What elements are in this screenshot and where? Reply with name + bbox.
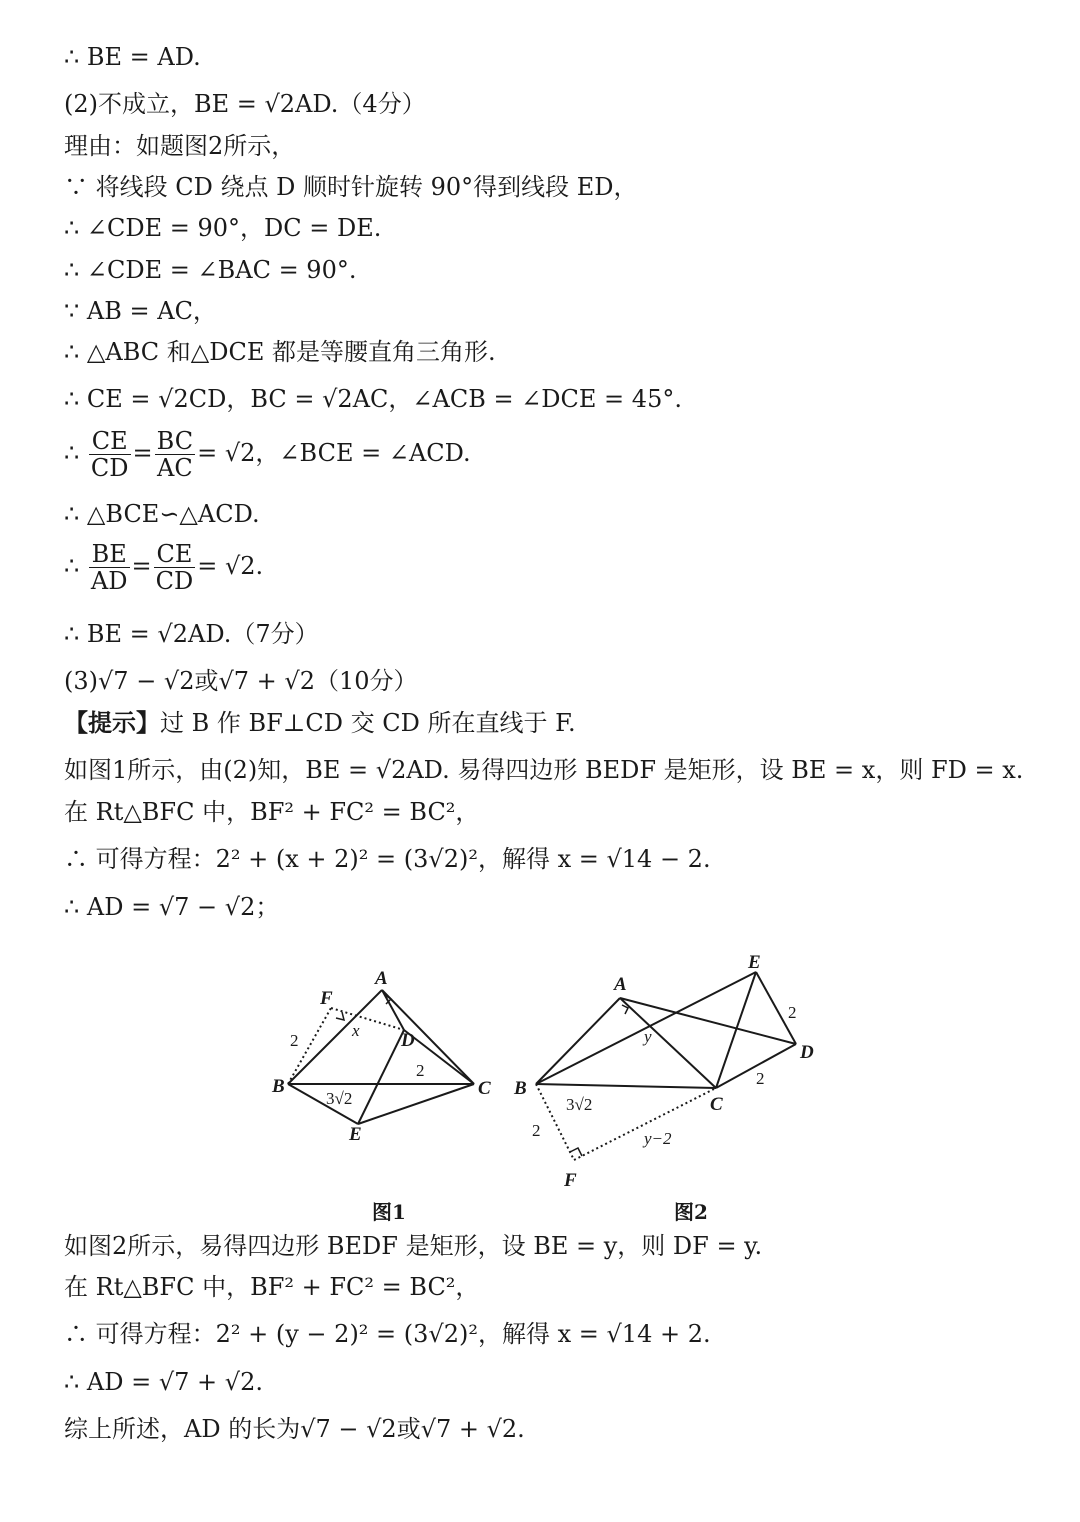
segment-fc	[574, 1088, 716, 1160]
text-line: ∴ ∠CDE = ∠BAC = 90°.	[64, 256, 357, 284]
right-angle-f	[570, 1148, 582, 1156]
seg-label-bc: 3√2	[326, 1089, 353, 1108]
segment-ba	[288, 990, 382, 1084]
text-line: (3)√7 − √2或√7 + √2（10分）	[64, 667, 418, 695]
denominator: CD	[155, 567, 194, 595]
text-line: ∴ CE = √2CD，BC = √2AC，∠ACB = ∠DCE = 45°.	[64, 385, 682, 413]
seg-label-bf: 2	[532, 1121, 541, 1140]
text-line: (2)不成立，BE = √2AD.（4分）	[64, 90, 426, 118]
text-line: ∵ AB = AC，	[64, 297, 217, 325]
label-a: A	[375, 968, 388, 989]
right-angle-a	[622, 1005, 628, 1014]
text-line: 如图1所示，由(2)知，BE = √2AD. 易得四边形 BEDF 是矩形，设 BE = x，则 FD = x.	[64, 756, 1024, 784]
seg-label-cd: 2	[756, 1069, 765, 1088]
label-f: F	[320, 988, 333, 1009]
denominator: AD	[90, 567, 128, 595]
therefore-symbol: ∴	[64, 552, 80, 580]
fraction	[89, 541, 130, 594]
fraction-suffix: = √2，∠BCE = ∠ACD.	[197, 439, 471, 467]
text-line: ∴ AD = √7 + √2.	[64, 1368, 263, 1396]
numerator: CE	[154, 541, 196, 568]
text-line: ∴ △BCE∽△ACD.	[64, 500, 260, 528]
label-d: D	[800, 1042, 814, 1063]
right-angle-f	[336, 1012, 344, 1020]
label-a: A	[614, 974, 627, 995]
equals-sign: =	[131, 552, 152, 580]
hint-line	[64, 708, 576, 738]
seg-label-fd: x	[352, 1021, 360, 1040]
hint-text: 过 B 作 BF⊥CD 交 CD 所在直线于 F.	[160, 709, 576, 737]
hint-tag: 【提示】	[64, 709, 160, 737]
numerator: BE	[89, 541, 130, 568]
fraction	[155, 428, 195, 481]
text-line: ∵ 将线段 CD 绕点 D 顺时针旋转 90°得到线段 ED，	[64, 173, 638, 201]
fraction-line	[64, 428, 471, 481]
text-line: 在 Rt△BFC 中，BF² + FC² = BC²，	[64, 798, 480, 826]
label-e: E	[748, 952, 761, 973]
seg-label-ed: 2	[788, 1003, 797, 1022]
text-line: ∴ 可得方程：2² + (y − 2)² = (3√2)²，解得 x = √14 + 2.	[64, 1320, 711, 1348]
text-line: 如图2所示，易得四边形 BEDF 是矩形，设 BE = y，则 DF = y.	[64, 1232, 763, 1260]
segment-ac	[382, 990, 474, 1084]
label-c: C	[710, 1094, 723, 1115]
text-line: ∴ ∠CDE = 90°，DC = DE.	[64, 214, 382, 242]
label-e: E	[349, 1124, 362, 1145]
text-line: ∴ BE = AD.	[64, 43, 201, 71]
seg-label-dc: 2	[416, 1061, 425, 1080]
geometry-figures	[258, 938, 818, 1228]
equals-sign: =	[132, 439, 153, 467]
denominator: AC	[157, 454, 193, 482]
text-line: 综上所述，AD 的长为√7 − √2或√7 + √2.	[64, 1415, 525, 1443]
seg-label-ae: y	[644, 1027, 652, 1046]
segment-ba	[536, 998, 620, 1084]
figure-1	[288, 990, 474, 1124]
text-line: ∴ △ABC 和△DCE 都是等腰直角三角形.	[64, 338, 496, 366]
label-d: D	[401, 1030, 415, 1051]
label-b: B	[514, 1078, 527, 1099]
therefore-symbol: ∴	[64, 439, 80, 467]
fraction-suffix: = √2.	[197, 552, 264, 580]
seg-label-fc: y−2	[644, 1129, 672, 1148]
segment-bc	[536, 1084, 716, 1088]
seg-label-bc: 3√2	[566, 1095, 593, 1114]
denominator: CD	[90, 454, 129, 482]
figures-area	[258, 938, 818, 1228]
text-line: 理由：如题图2所示，	[64, 132, 296, 160]
label-c: C	[478, 1078, 491, 1099]
fraction	[154, 541, 196, 594]
figure-2-caption: 图2	[674, 1200, 708, 1224]
text-line: ∴ AD = √7 − √2；	[64, 893, 280, 921]
numerator: BC	[156, 427, 194, 455]
seg-label-bf: 2	[290, 1031, 299, 1050]
fraction-line	[64, 541, 263, 594]
fraction	[89, 428, 131, 481]
figure-1-caption: 图1	[372, 1200, 406, 1224]
text-line: 在 Rt△BFC 中，BF² + FC² = BC²，	[64, 1273, 480, 1301]
label-b: B	[272, 1076, 285, 1097]
label-f: F	[564, 1170, 577, 1191]
numerator: CE	[89, 428, 131, 455]
text-line: ∴ BE = √2AD.（7分）	[64, 620, 319, 648]
text-line: ∴ 可得方程：2² + (x + 2)² = (3√2)²，解得 x = √14 − 2.	[64, 845, 711, 873]
